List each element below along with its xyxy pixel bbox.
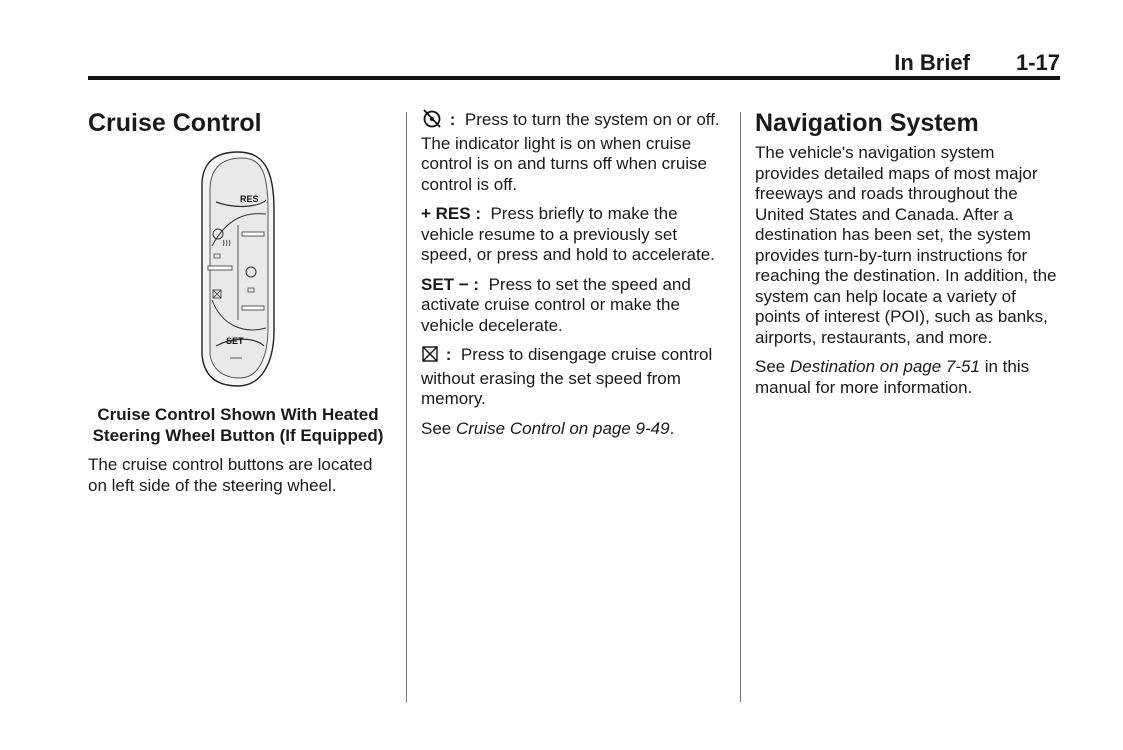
- cruise-item-text: Press to disengage cruise control without erasing the set speed from memory.: [421, 345, 713, 408]
- section-title: In Brief: [894, 50, 970, 75]
- cruise-item-term: :: [449, 110, 456, 129]
- cruise-item-term: + RES :: [421, 204, 481, 223]
- cruise-control-heading: Cruise Control: [88, 109, 262, 137]
- res-label: RES: [240, 194, 259, 204]
- navigation-paragraph: The vehicle's navigation system provides detailed maps of most major freeways and roads throughout the United States and Canada. After a destination has been set, the system provides turn-by-turn instructions for reaching the destination. In addition, the system can help locate a variety of points of interest (POI), such as banks, airports, restaurants, and more.: [755, 143, 1057, 347]
- cruise-buttons-column: [421, 108, 726, 448]
- page-header: [88, 48, 1060, 78]
- page-number: 1-17: [1015, 50, 1060, 75]
- cruise-control-page-reference: Cruise Control on page 9-49: [455, 418, 670, 438]
- cruise-item: [421, 345, 726, 410]
- cruise-item: [421, 275, 726, 337]
- cancel-icon: [421, 345, 439, 369]
- set-label: SET: [226, 336, 244, 346]
- column-divider: [740, 112, 741, 702]
- see-prefix: See: [755, 357, 786, 376]
- figure-caption: Cruise Control Shown With Heated Steering Wheel Button (If Equipped): [92, 405, 384, 445]
- navigation-see-reference: [755, 357, 1060, 398]
- cruise-control-pad-illustration: [198, 150, 278, 390]
- cruise-item-text: Press briefly to make the vehicle resume to a previously set speed, or press and hold to accelerate.: [421, 204, 715, 264]
- cruise-item: [421, 108, 726, 195]
- navigation-heading: Navigation System: [755, 109, 979, 137]
- cruise-item-text: Press to set the speed and activate cruise control or make the vehicle decelerate.: [421, 274, 691, 335]
- cruise-item: [421, 204, 726, 266]
- cruise-control-column: [88, 108, 388, 505]
- header-rule: [88, 76, 1060, 80]
- navigation-column: [755, 108, 1060, 407]
- cruise-see-reference: [421, 419, 726, 440]
- see-suffix: in this manual for more information.: [755, 357, 1030, 397]
- cruise-control-figure: [88, 147, 388, 397]
- destination-page-reference: Destination on page 7-51: [789, 357, 980, 376]
- cruise-item-term: SET − :: [421, 274, 480, 294]
- see-prefix: See: [421, 418, 452, 438]
- see-suffix: .: [669, 418, 675, 438]
- cruise-intro-paragraph: The cruise control buttons are located on left side of the steering wheel.: [88, 455, 373, 495]
- column-divider: [406, 112, 407, 702]
- cruise-on-off-icon: [421, 108, 443, 134]
- cruise-item-term: :: [445, 345, 452, 364]
- cruise-item-text: Press to turn the system on or off. The indicator light is on when cruise control is on and turns off when cruise control is off.: [421, 110, 720, 194]
